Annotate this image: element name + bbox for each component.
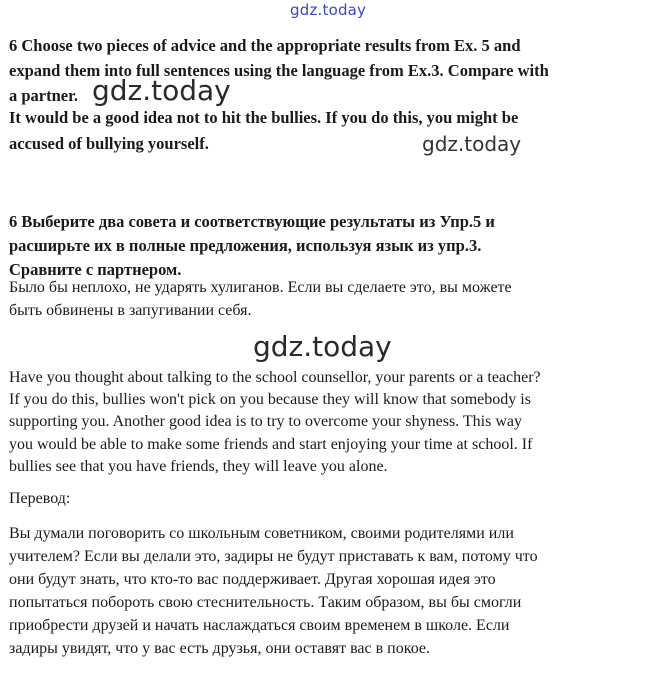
- watermark-top: gdz.today: [290, 1, 367, 19]
- text-ru-line: попытаться побороть свою стеснительность. Таким образом, вы бы смогли: [9, 594, 522, 611]
- text-ru-line: Вы думали поговорить со школьным советником, своими родителями или: [9, 525, 514, 542]
- text-ru-line: они будут знать, что кто-то вас поддерживает. Другая хорошая идея это: [9, 571, 496, 588]
- translation-label: Перевод:: [9, 490, 71, 507]
- exercise-ru-task-line: Сравните с партнером.: [9, 260, 182, 279]
- exercise-ru-task: [9, 210, 655, 282]
- text-ru-line: учителем? Если вы делали это, задиры не будут приставать к вам, потому что: [9, 548, 538, 565]
- exercise-en-answer-line: It would be a good idea not to hit the bullies. If you do this, you might be: [9, 108, 519, 127]
- text-ru-paragraph: [9, 522, 655, 660]
- exercise-en-answer: [9, 105, 655, 157]
- text-en-paragraph: [9, 367, 655, 478]
- exercise-ru-task-line: расширьте их в полные предложения, используя язык из упр.3.: [9, 236, 482, 255]
- exercise-ru-answer-line: быть обвинены в запугивании себя.: [9, 302, 252, 319]
- exercise-ru-task-line: 6 Выберите два совета и соответствующие результаты из Упр.5 и: [9, 212, 495, 231]
- exercise-en-task-line: a partner.: [9, 86, 79, 105]
- exercise-ru-answer-line: Было бы неплохо, не ударять хулиганов. Если вы сделаете это, вы можете: [9, 279, 512, 296]
- watermark-middle-3: gdz.today: [253, 330, 392, 363]
- text-en-line: supporting you. Another good idea is to try to overcome your shyness. This way: [9, 413, 522, 431]
- text-en-line: If you do this, bullies won't pick on you because they will know that somebody is: [9, 391, 531, 409]
- exercise-en-answer-line: accused of bullying yourself.: [9, 134, 209, 153]
- exercise-en-task-line: expand them into full sentences using the language from Ex.3. Compare with: [9, 61, 549, 80]
- watermark-middle-2: gdz.today: [422, 132, 522, 156]
- text-en-line: Have you thought about talking to the school counsellor, your parents or a teacher?: [9, 369, 541, 386]
- exercise-en-task-line: 6 Choose two pieces of advice and the appropriate results from Ex. 5 and: [9, 36, 521, 55]
- text-ru-line: задиры увидят, что у вас есть друзья, они оставят вас в покое.: [9, 640, 430, 657]
- text-en-line: bullies see that you have friends, they will leave you alone.: [9, 457, 388, 475]
- watermark-middle-1: gdz.today: [92, 74, 231, 107]
- text-en-line: you would be able to make some friends and start enjoying your time at school. If: [9, 435, 533, 453]
- exercise-ru-answer: [9, 276, 655, 322]
- text-ru-line: приобрести друзей и начать наслаждаться своим временем в школе. Если: [9, 617, 510, 634]
